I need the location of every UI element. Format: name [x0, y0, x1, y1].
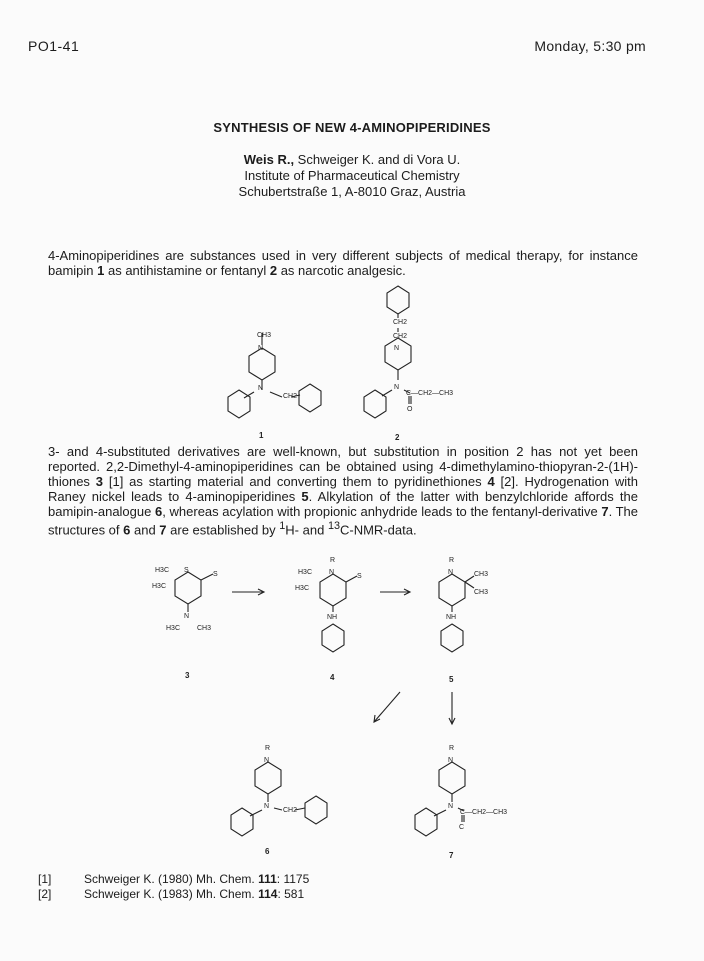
svg-text:C—CH2—CH3: C—CH2—CH3 — [460, 809, 508, 816]
nme2-right: CH3 — [197, 625, 212, 632]
svg-text:N: N — [329, 569, 335, 576]
svg-text:CH2: CH2 — [393, 333, 408, 340]
svg-text:CH2: CH2 — [283, 807, 298, 814]
ch3-label: CH3 — [257, 332, 272, 339]
svg-text:N: N — [264, 757, 270, 764]
svg-text:N: N — [448, 757, 454, 764]
compound-label-1: 1 — [259, 431, 264, 440]
compound-label-5: 5 — [449, 675, 454, 684]
address: Schubertstraße 1, A-8010 Graz, Austria — [238, 184, 466, 199]
intro-paragraph: 4-Aminopiperidines are substances used in very different subjects of medical therapy, for instance bamipin 1 as antihistamine or fentanyl 2 as narcotic analgesic. — [48, 248, 638, 278]
svg-text:H3C: H3C — [152, 583, 167, 590]
co-authors: Schweiger K. and di Vora U. — [294, 152, 461, 167]
svg-text:CH2: CH2 — [393, 319, 408, 326]
svg-text:H3C: H3C — [295, 585, 310, 592]
institute: Institute of Pharmaceutical Chemistry — [244, 168, 460, 183]
poster-code: PO1-41 — [28, 38, 80, 54]
svg-text:NH: NH — [446, 614, 457, 621]
svg-text:CH3: CH3 — [474, 589, 489, 596]
reaction-scheme — [0, 552, 704, 867]
svg-text:H3C: H3C — [155, 567, 170, 574]
svg-text:H3C: H3C — [298, 569, 313, 576]
svg-text:N: N — [448, 569, 454, 576]
svg-text:R: R — [449, 745, 455, 752]
reference-1: [1] Schweiger K. (1980) Mh. Chem. 111: 1175 — [38, 872, 310, 886]
svg-text:N: N — [258, 385, 264, 392]
svg-text:N: N — [184, 613, 190, 620]
svg-text:S: S — [357, 573, 362, 580]
svg-text:N: N — [264, 803, 270, 810]
compound-label-2: 2 — [395, 433, 400, 442]
svg-text:R: R — [449, 557, 455, 564]
svg-text:S: S — [184, 567, 189, 574]
benzyl-ch2-label: CH2 — [283, 393, 298, 400]
paper-title: SYNTHESIS OF NEW 4-AMINOPIPERIDINES — [213, 120, 491, 135]
svg-text:R: R — [330, 557, 336, 564]
compound-label-7: 7 — [449, 851, 454, 860]
svg-text:N: N — [258, 345, 264, 352]
reference-2: [2] Schweiger K. (1983) Mh. Chem. 114: 581 — [38, 887, 305, 901]
compound-label-6: 6 — [265, 847, 270, 856]
nme2-left: H3C — [166, 625, 181, 632]
svg-text:O: O — [407, 406, 413, 413]
svg-text:NH: NH — [327, 614, 338, 621]
compound-label-3: 3 — [185, 671, 190, 680]
references — [38, 872, 309, 902]
svg-text:CH3: CH3 — [474, 571, 489, 578]
authors — [0, 152, 704, 167]
lead-author: Weis R., — [243, 152, 295, 167]
svg-text:N: N — [448, 803, 454, 810]
svg-text:N: N — [394, 345, 400, 352]
svg-text:C: C — [459, 824, 465, 831]
propionyl-label: C—CH2—CH3 — [406, 390, 454, 397]
structures-1-2 — [0, 280, 704, 445]
session-time: Monday, 5:30 pm — [534, 38, 646, 54]
svg-text:R: R — [265, 745, 271, 752]
svg-text:N: N — [394, 384, 400, 391]
svg-text:S: S — [213, 571, 218, 578]
compound-label-4: 4 — [330, 673, 335, 682]
body-paragraph: 3- and 4-substituted derivatives are well-known, but substitution in position 2 has not yet been reported. 2,2-Dimethyl-4-aminopiperidines can be obtained using 4-dimethylamino-thiopyran-2-(1H)-thiones 3 [1] as starting material and converting them to pyridinethiones 4 [2]. Hydrogenation with Raney nickel leads to 4-aminopiperidines 5. Alkylation of the latter with benzylchloride affords the bamipin-analogue 6, whereas acylation with propionic anhydride leads to the fentanyl-derivative 7. The structures of 6 and 7 are established by $^1$H- and $^{13}$C-NMR-data. — [48, 444, 639, 538]
